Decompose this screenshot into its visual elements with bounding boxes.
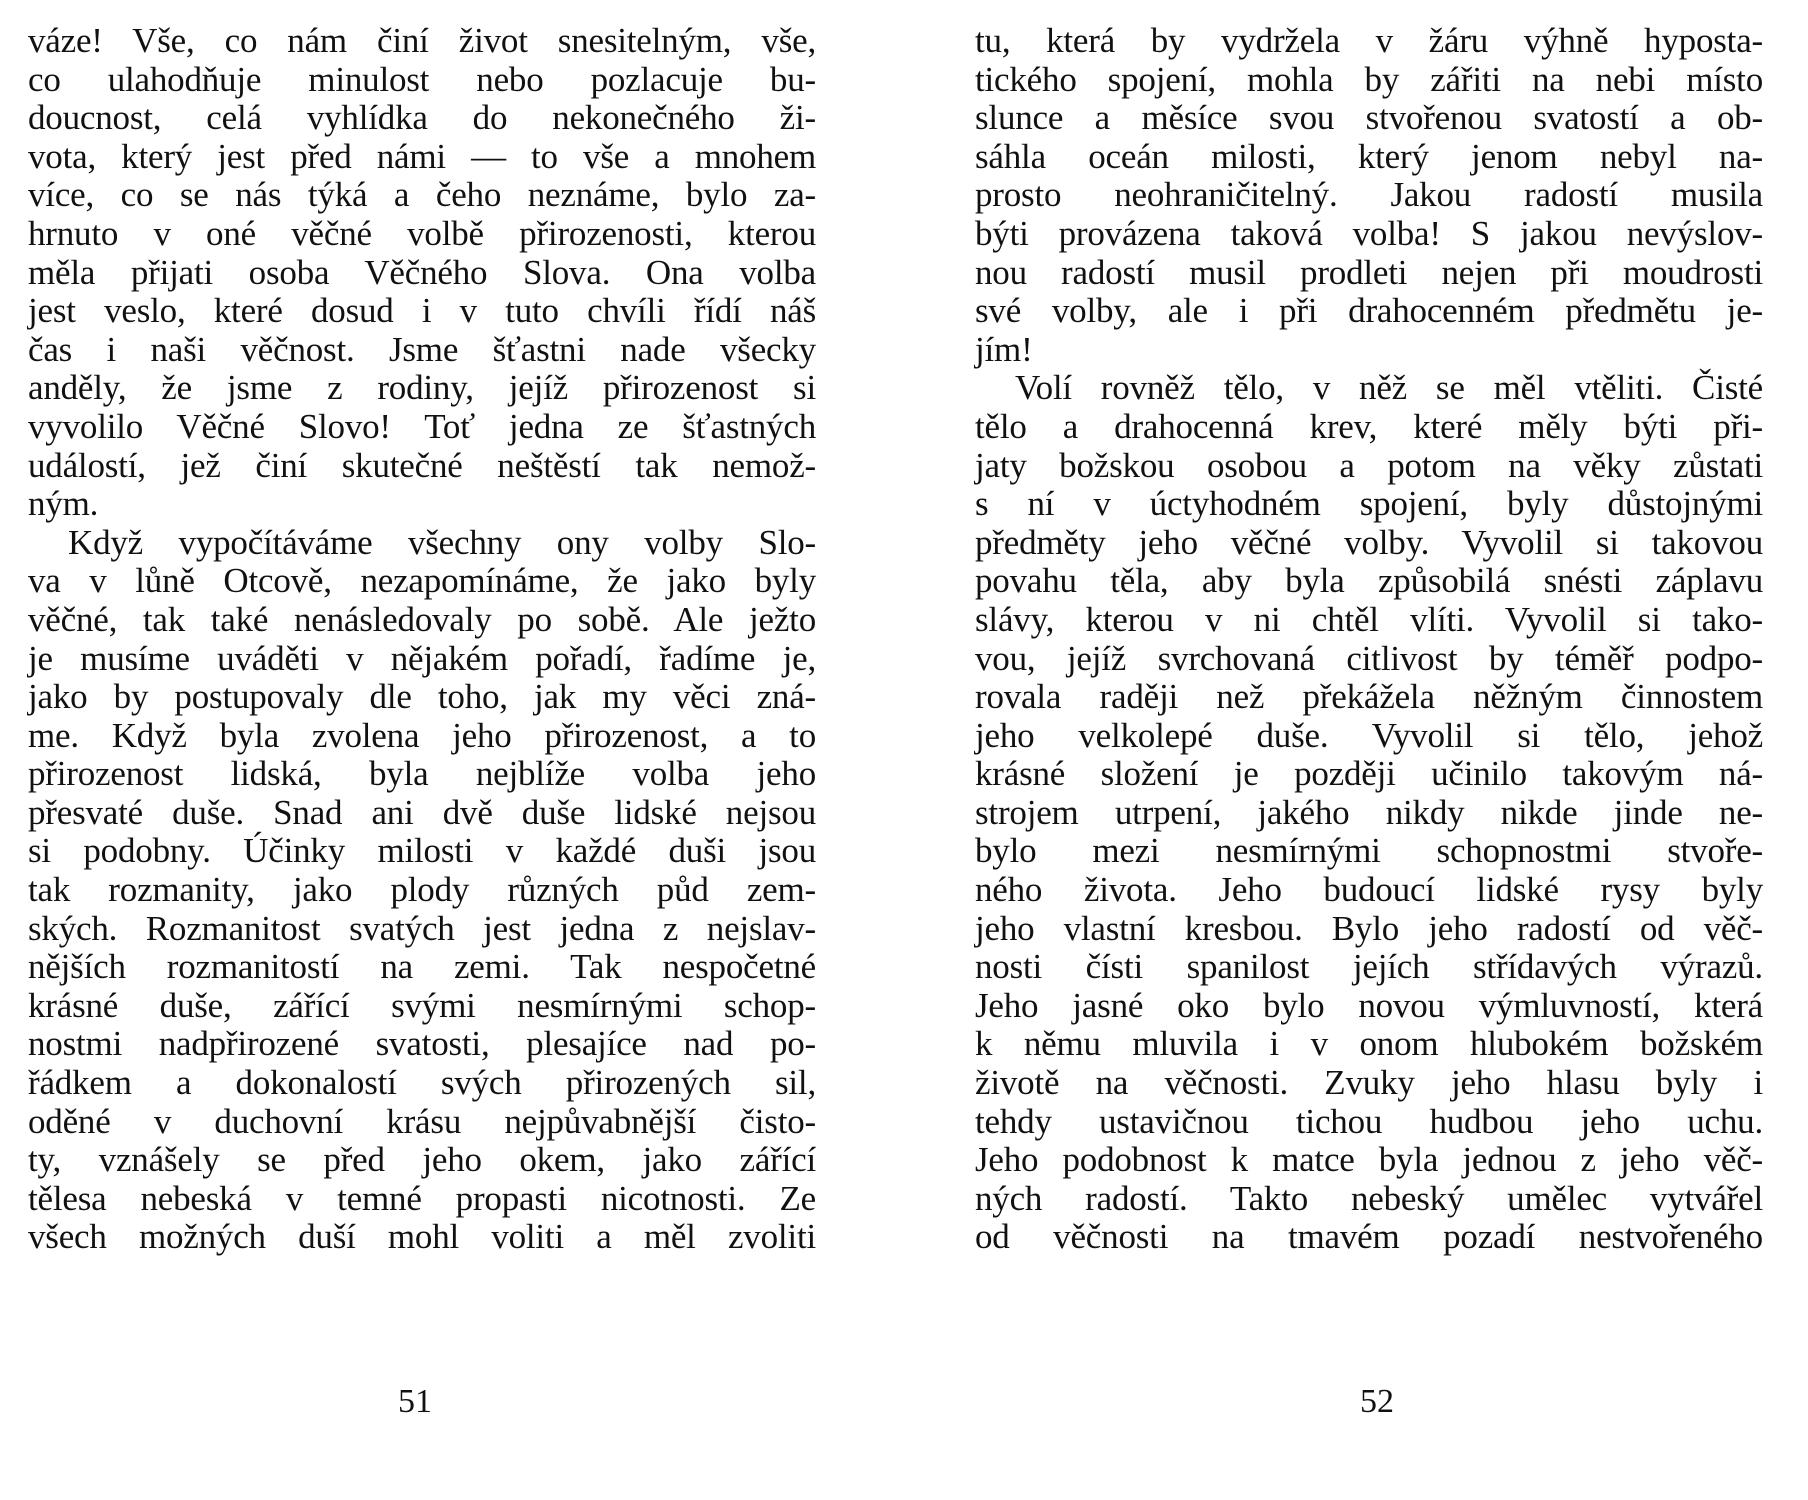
text-line-content: si podobny. Účinky milosti v každé duši jsou (28, 831, 816, 871)
text-line-content: Když vypočítáváme všechny ony volby Slo- (68, 522, 816, 562)
text-line-content: vou, jejíž svrchovaná citlivost by téměř podpo- (975, 638, 1763, 678)
text-line (975, 369, 1763, 408)
text-line-content: nějších rozmanitostí na zemi. Tak nespočetné (28, 947, 816, 987)
text-line-content: vyvolilo Věčné Slovo! Toť jedna ze šťastných (28, 406, 816, 446)
text-line (28, 292, 816, 331)
text-line-content: ného života. Jeho budoucí lidské rysy byly (975, 870, 1763, 910)
text-line-content: co ulahodňuje minulost nebo pozlacuje bu- (28, 59, 816, 99)
text-line (28, 755, 816, 794)
text-line (975, 215, 1763, 254)
text-line (975, 871, 1763, 910)
text-line (975, 99, 1763, 138)
text-line (28, 99, 816, 138)
text-line (28, 138, 816, 177)
text-line-content: nosti čísti spanilost jejích střídavých výrazů. (975, 947, 1763, 987)
text-line-content: váze! Vše, co nám činí život snesitelným, vše, (28, 21, 816, 60)
text-line-content: k němu mluvila i v onom hlubokém božském (975, 1024, 1763, 1064)
text-line (975, 910, 1763, 949)
text-line-content: věčné, tak také nenásledovaly po sobě. Ale ježto (28, 599, 816, 639)
text-line (975, 1103, 1763, 1142)
text-line-content: jeho vlastní kresbou. Bylo jeho radostí od věč- (975, 908, 1763, 948)
text-line (975, 601, 1763, 640)
right-page-text (975, 22, 1763, 1257)
text-line-content: ným. (28, 484, 99, 524)
text-line-content: životě na věčnosti. Zvuky jeho hlasu byly i (975, 1063, 1763, 1103)
text-line (975, 22, 1763, 61)
text-line (975, 948, 1763, 987)
text-line (28, 640, 816, 679)
text-line-content: s ní v úctyhodném spojení, byly důstojnými (975, 484, 1763, 524)
text-line (975, 987, 1763, 1026)
text-line (975, 524, 1763, 563)
text-line-content: sáhla oceán milosti, který jenom nebyl na- (975, 136, 1763, 176)
text-line (975, 755, 1763, 794)
text-line (975, 1141, 1763, 1180)
text-line (28, 408, 816, 447)
text-line-content: Volí rovněž tělo, v něž se měl vtěliti. Čisté (1015, 368, 1763, 408)
text-line-content: vota, který jest před námi — to vše a mnohem (28, 136, 816, 176)
text-line (975, 1218, 1763, 1257)
text-line-content: strojem utrpení, jakého nikdy nikde jinde ne- (975, 792, 1763, 832)
text-line-content: ty, vznášely se před jeho okem, jako zářící (28, 1140, 816, 1180)
text-line-content: bylo mezi nesmírnými schopnostmi stvoře- (975, 831, 1763, 871)
text-line (28, 717, 816, 756)
text-line (28, 524, 816, 563)
text-line (28, 369, 816, 408)
text-line (28, 1180, 816, 1219)
text-line (28, 485, 816, 524)
text-line-content: od věčnosti na tmavém pozadí nestvořeného (975, 1217, 1763, 1257)
text-line (28, 871, 816, 910)
text-line (975, 292, 1763, 331)
text-line (28, 254, 816, 293)
text-line (28, 1064, 816, 1103)
text-line-content: býti provázena taková volba! S jakou nevýslov- (975, 213, 1763, 253)
text-line (975, 678, 1763, 717)
text-line-content: slávy, kterou v ni chtěl vlíti. Vyvolil si tako- (975, 599, 1763, 639)
text-line (975, 1064, 1763, 1103)
left-page-text (28, 22, 816, 1257)
text-line (28, 987, 816, 1026)
text-line-content: tehdy ustavičnou tichou hudbou jeho uchu. (975, 1101, 1763, 1141)
text-line (28, 1141, 816, 1180)
text-line (28, 331, 816, 370)
text-line (975, 254, 1763, 293)
text-line-content: tického spojení, mohla by zářiti na nebi místo (975, 59, 1763, 99)
text-line (975, 485, 1763, 524)
text-line-content: tělesa nebeská v temné propasti nicotnosti. Ze (28, 1178, 816, 1218)
text-line-content: událostí, jež činí skutečné neštěstí tak nemož- (28, 445, 816, 485)
text-line-content: tělo a drahocenná krev, které měly býti při- (975, 406, 1763, 446)
text-line (975, 832, 1763, 871)
text-line-content: všech možných duší mohl voliti a měl zvoliti (28, 1217, 816, 1257)
text-line-content: krásné složení je později učinilo takovým ná- (975, 754, 1763, 794)
text-line-content: ných radostí. Takto nebeský umělec vytvářel (975, 1178, 1763, 1218)
text-line-content: doucnost, celá vyhlídka do nekonečného ži- (28, 98, 816, 138)
text-line (975, 1180, 1763, 1219)
text-line-content: jím! (975, 329, 1033, 369)
text-line-content: anděly, že jsme z rodiny, jejíž přirozenost si (28, 368, 816, 408)
text-line-content: řádkem a dokonalostí svých přirozených sil, (28, 1063, 816, 1103)
text-line-content: nou radostí musil prodleti nejen při moudrosti (975, 252, 1763, 292)
text-line-content: Jeho jasné oko bylo novou výmluvností, která (975, 985, 1763, 1025)
page-number-right: 52 (1360, 1383, 1394, 1420)
text-line (975, 562, 1763, 601)
text-line (28, 794, 816, 833)
text-line (28, 1025, 816, 1064)
text-line (28, 215, 816, 254)
text-line (28, 22, 816, 61)
text-line (975, 794, 1763, 833)
text-line (28, 176, 816, 215)
text-line (28, 910, 816, 949)
page-number-left: 51 (398, 1383, 432, 1420)
text-line (975, 640, 1763, 679)
text-line-content: měla přijati osoba Věčného Slova. Ona volba (28, 252, 816, 292)
text-line (975, 408, 1763, 447)
text-line (28, 948, 816, 987)
text-line (28, 601, 816, 640)
text-line-content: jest veslo, které dosud i v tuto chvíli řídí náš (28, 291, 816, 331)
text-line (28, 832, 816, 871)
text-line-content: je musíme uváděti v nějakém pořadí, řadíme je, (28, 638, 816, 678)
text-line-content: nostmi nadpřirozené svatosti, plesajíce nad po- (28, 1024, 816, 1064)
text-line-content: ských. Rozmanitost svatých jest jedna z nejslav- (28, 908, 816, 948)
text-line-content: jako by postupovaly dle toho, jak my věci zná- (28, 677, 816, 717)
text-line (28, 1103, 816, 1142)
text-line-content: jaty božskou osobou a potom na věky zůstati (975, 445, 1763, 485)
text-line (975, 61, 1763, 100)
text-line-content: tu, která by vydržela v žáru výhně hyposta- (975, 21, 1763, 60)
text-line-content: jeho velkolepé duše. Vyvolil si tělo, jehož (975, 715, 1763, 755)
text-line (975, 1025, 1763, 1064)
text-line-content: tak rozmanity, jako plody různých půd zem- (28, 870, 816, 910)
text-line (975, 176, 1763, 215)
text-line (975, 138, 1763, 177)
text-line (28, 447, 816, 486)
text-line-content: povahu těla, aby byla způsobilá snésti záplavu (975, 561, 1763, 601)
text-line (28, 61, 816, 100)
text-line-content: předměty jeho věčné volby. Vyvolil si takovou (975, 522, 1763, 562)
text-line (975, 717, 1763, 756)
text-line (28, 678, 816, 717)
text-line-content: čas i naši věčnost. Jsme šťastni nade všecky (28, 329, 816, 369)
text-line-content: me. Když byla zvolena jeho přirozenost, a to (28, 715, 816, 755)
text-line (975, 447, 1763, 486)
text-line-content: Jeho podobnost k matce byla jednou z jeho věč- (975, 1140, 1763, 1180)
text-line-content: více, co se nás týká a čeho neznáme, bylo za- (28, 175, 816, 215)
text-line (975, 331, 1763, 370)
text-line-content: přirozenost lidská, byla nejblíže volba jeho (28, 754, 816, 794)
text-line-content: prosto neohraničitelný. Jakou radostí musila (975, 175, 1763, 215)
text-line (28, 562, 816, 601)
text-line-content: rovala raději než překážela něžným činnostem (975, 677, 1763, 717)
text-line (28, 1218, 816, 1257)
text-line-content: slunce a měsíce svou stvořenou svatostí a ob- (975, 98, 1763, 138)
text-line-content: své volby, ale i při drahocenném předmětu je- (975, 291, 1763, 331)
text-line-content: hrnuto v oné věčné volbě přirozenosti, kterou (28, 213, 816, 253)
text-line-content: va v lůně Otcově, nezapomínáme, že jako byly (28, 561, 816, 601)
text-line-content: přesvaté duše. Snad ani dvě duše lidské nejsou (28, 792, 816, 832)
text-line-content: krásné duše, zářící svými nesmírnými schop- (28, 985, 816, 1025)
text-line-content: oděné v duchovní krásu nejpůvabnější čisto- (28, 1101, 816, 1141)
